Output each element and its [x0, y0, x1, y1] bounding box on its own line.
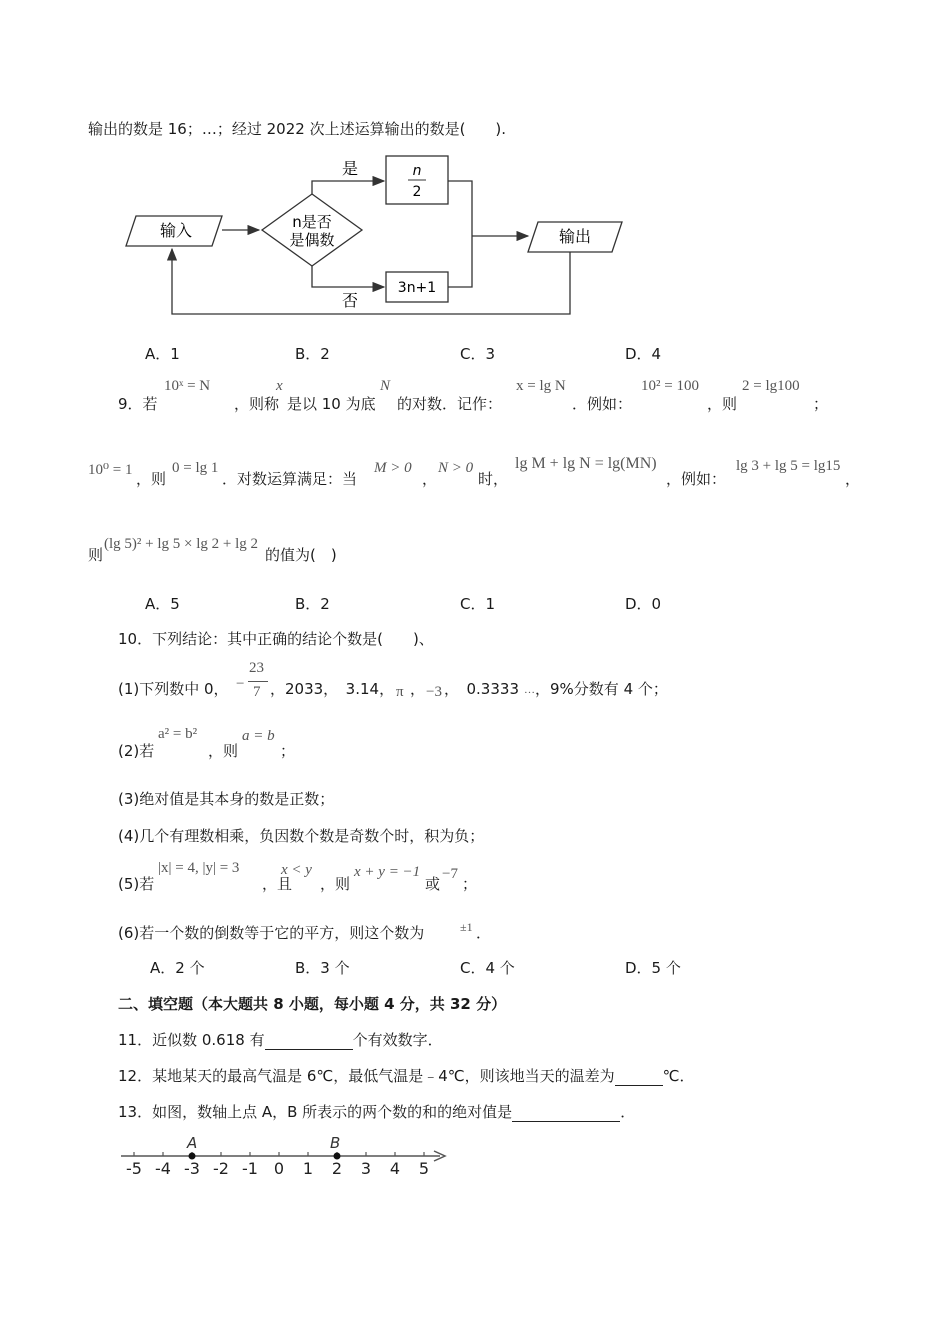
q9-math-N: N: [380, 378, 391, 394]
flow-box-half-num: n: [412, 163, 422, 179]
q10-frac-den: 7: [253, 684, 261, 700]
q13-blank[interactable]: [512, 1105, 620, 1122]
number-line-tick-label: 4: [389, 1159, 401, 1178]
number-line-tick-label: -3: [184, 1159, 200, 1178]
q9-option-b[interactable]: B．2: [295, 595, 330, 613]
q10-neg3: −3: [426, 684, 442, 700]
section2-title: 二、填空题（本大题共 8 小题，每小题 4 分，共 32 分）: [118, 995, 507, 1013]
flow-yes-label: 是: [341, 159, 359, 178]
q10-s5-d: 或: [425, 875, 441, 893]
q10-s1-a: (1)下列数中 0，: [118, 680, 229, 698]
q10-s1-d: ， 0.3333: [444, 680, 519, 698]
q9-text-12: ，例如：: [666, 470, 727, 488]
point-a-dot: [189, 1153, 196, 1160]
q10-pi: π: [396, 684, 404, 700]
q10-s5-e: ；: [462, 875, 478, 893]
point-a-label: A: [187, 1134, 198, 1152]
q9-text-2: ，则称: [234, 395, 280, 413]
q11-text-a: 11．近似数 0.618 有: [118, 1031, 265, 1049]
q10-s5-b: ，且: [262, 875, 293, 893]
q10-s1-e: ，9%分数有 4 个；: [535, 680, 668, 698]
q9-text-11: 时，: [478, 470, 509, 488]
q9-option-a[interactable]: A．5: [145, 595, 180, 613]
q9-math-x: x: [276, 378, 283, 394]
q10-s1-b: ，2033， 3.14，: [270, 680, 395, 698]
q10-option-b[interactable]: B．3 个: [295, 959, 350, 977]
q9-option-c[interactable]: C．1: [460, 595, 496, 613]
q9-text-1: 9．若: [118, 395, 158, 413]
q9-text-7: ；: [813, 395, 829, 413]
point-b-label: B: [330, 1134, 341, 1152]
number-line-tick-label: -1: [242, 1159, 258, 1178]
q12-text: [118, 1065, 695, 1086]
q10-math-neg7: −7: [442, 866, 458, 882]
q10-minus-sign: −: [236, 676, 245, 692]
flow-box-half-den: 2: [412, 184, 422, 200]
number-line-tick-label: 0: [273, 1159, 285, 1178]
q11-text-b: 个有效数字．: [352, 1031, 443, 1049]
flow-input-label: 输入: [159, 221, 193, 240]
flow-decision-line2: 是偶数: [289, 231, 335, 249]
q10-math-pm1: ±1: [460, 920, 473, 934]
flow-loop-back: [172, 249, 570, 314]
q9-math-10x: 10ˣ = N: [164, 378, 211, 394]
q13-text-a: 13．如图，数轴上点 A，B 所表示的两个数的和的绝对值是: [118, 1103, 513, 1121]
q8-option-c[interactable]: C．3: [460, 345, 496, 363]
q9-math-10sq: 10² = 100: [641, 378, 699, 394]
q9-math-0lg1: 0 = lg 1: [172, 460, 219, 476]
q13-number-line: [115, 1132, 455, 1182]
q10-s6-a: (6)若一个数的倒数等于它的平方，则这个数为: [118, 924, 425, 942]
q10-s5-a: (5)若: [118, 875, 155, 893]
q13-text-b: ．: [620, 1103, 636, 1121]
q10-math-a2b2: a² = b²: [158, 726, 198, 742]
q10-s4: (4)几个有理数相乘，负因数个数是奇数个时，积为负；: [118, 827, 485, 845]
number-line-tick-label: -2: [213, 1159, 229, 1178]
q10-math-ab: a = b: [242, 728, 275, 744]
q9-text-3: 是以 10 为底: [287, 395, 376, 413]
q9-text-6: ，则: [707, 395, 738, 413]
number-line-tick-label: 1: [302, 1159, 314, 1178]
q12-text-b: ℃．: [662, 1067, 695, 1085]
q8-option-b[interactable]: B．2: [295, 345, 330, 363]
q9-math-expr: (lg 5)² + lg 5 × lg 2 + lg 2: [104, 536, 259, 552]
q10-dots: …: [524, 684, 535, 696]
q8-prev-line: 输出的数是 16；…；经过 2022 次上述运算输出的数是( ).: [88, 120, 507, 138]
q10-s2-c: ；: [280, 742, 296, 760]
q9-math-lg3lg5: lg 3 + lg 5 = lg15: [736, 458, 841, 474]
q10-s2-a: (2)若: [118, 742, 155, 760]
q9-text-5: ．例如：: [572, 395, 633, 413]
flow-merge-line: [448, 181, 472, 287]
q11-text: [118, 1029, 443, 1050]
q10-s3: (3)绝对值是其本身的数是正数；: [118, 790, 335, 808]
q8-flowchart: [118, 150, 628, 320]
q10-s1-c: ，: [410, 680, 426, 698]
q9-text-8: ，则: [136, 470, 167, 488]
point-b-dot: [334, 1153, 341, 1160]
q9-math-lgrule: lg M + lg N = lg(MN): [515, 455, 657, 472]
q10-s6-b: ．: [476, 924, 492, 942]
q9-text-15: 的值为( ): [265, 546, 337, 564]
flow-no-label: 否: [341, 291, 359, 310]
q10-frac-bar: [248, 681, 268, 682]
q10-frac-num: 23: [249, 660, 264, 676]
number-line-tick-label: -5: [126, 1159, 142, 1178]
q12-blank[interactable]: [615, 1069, 663, 1086]
q8-option-a[interactable]: A．1: [145, 345, 180, 363]
number-line-tick-label: 5: [418, 1159, 430, 1178]
flow-decision-line1: n是否: [292, 213, 332, 231]
q10-s5-c: ，则: [320, 875, 351, 893]
flow-arrow-no: [312, 266, 384, 287]
q10-option-c[interactable]: C．4 个: [460, 959, 515, 977]
number-line-tick-label: 3: [360, 1159, 372, 1178]
q10-option-a[interactable]: A．2 个: [150, 959, 205, 977]
q10-math-xy: x < y: [281, 862, 312, 878]
flow-output-label: 输出: [558, 227, 592, 246]
flow-arrow-yes: [312, 181, 384, 194]
q9-text-4: 的对数．记作：: [397, 395, 503, 413]
q9-math-M: M > 0: [374, 460, 412, 476]
q9-text-10: ，: [422, 470, 438, 488]
q10-option-d[interactable]: D．5 个: [625, 959, 681, 977]
q9-text-14: 则: [88, 546, 104, 564]
q13-text: [118, 1101, 635, 1122]
q9-text-13: ，: [845, 470, 861, 488]
q8-option-d[interactable]: D．4: [625, 345, 662, 363]
q9-math-N0: N > 0: [438, 460, 474, 476]
flow-box-3n1-label: 3n+1: [397, 280, 437, 296]
q9-text-9: ．对数运算满足：当: [222, 470, 358, 488]
q9-option-d[interactable]: D．0: [625, 595, 662, 613]
number-line-tick-label: 2: [331, 1159, 343, 1178]
q9-math-2lg100: 2 = lg100: [742, 378, 800, 394]
q10-math-sum: x + y = −1: [354, 864, 421, 880]
q9-math-10zero: 10⁰ = 1: [88, 462, 133, 478]
q10-s2-b: ，则: [208, 742, 239, 760]
q10-stem: 10．下列结论：其中正确的结论个数是( )、: [118, 630, 434, 648]
q9-math-xlgN: x = lg N: [516, 378, 566, 394]
q10-math-abs: |x| = 4, |y| = 3: [158, 860, 240, 876]
q11-blank[interactable]: [265, 1033, 353, 1050]
q12-text-a: 12．某地某天的最高气温是 6℃，最低气温是﹣4℃，则该地当天的温差为: [118, 1067, 615, 1085]
number-line-tick-label: -4: [155, 1159, 171, 1178]
